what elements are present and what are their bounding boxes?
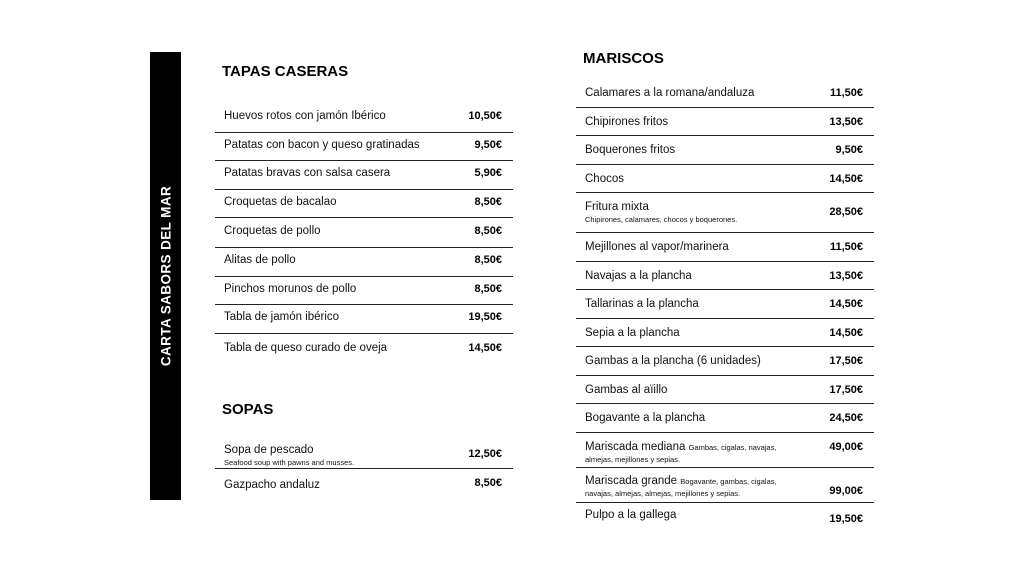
item-name: Gambas al aïillo <box>585 383 668 396</box>
item-price: 9,50€ <box>474 138 502 151</box>
menu-item-sopa-pescado <box>215 438 513 469</box>
menu-item-patatas-bravas <box>215 161 513 190</box>
item-name: Tabla de queso curado de oveja <box>224 341 388 354</box>
item-name: Chipirones fritos <box>585 115 669 128</box>
item-name: Pulpo a la gallega <box>585 508 677 521</box>
item-name: Tallarinas a la plancha <box>585 298 699 310</box>
mariscos-list <box>576 79 874 533</box>
item-price: 10,50€ <box>468 110 502 122</box>
item-price: 28,50€ <box>829 206 863 218</box>
menu-item-fritura-mixta <box>576 193 874 233</box>
item-name: Boquerones fritos <box>585 144 676 156</box>
item-description: Chipirones, calamares, chocos y boquerones. <box>585 215 738 224</box>
item-name: Huevos rotos con jamón Ibérico <box>224 110 386 122</box>
item-name: Pinchos morunos de pollo <box>224 282 357 295</box>
item-name: Fritura mixta <box>585 201 649 213</box>
menu-item-patatas-bacon <box>215 133 513 162</box>
item-price: 19,50€ <box>829 512 863 525</box>
item-name-line <box>585 441 777 453</box>
item-description: Seafood soup with pawns and musses. <box>224 458 355 467</box>
item-price: 8,50€ <box>474 477 502 489</box>
menu-item-tallarinas <box>576 290 874 319</box>
item-name: Bogavante a la plancha <box>585 412 706 424</box>
menu-item-calamares <box>576 79 874 108</box>
menu-item-pulpo <box>576 503 874 533</box>
menu-title-sidebar <box>150 52 181 500</box>
item-price: 8,50€ <box>474 225 502 237</box>
item-price: 8,50€ <box>474 282 502 295</box>
menu-item-navajas <box>576 262 874 291</box>
item-name: Tabla de jamón ibérico <box>224 311 340 323</box>
item-name: Mariscada grande <box>585 474 678 487</box>
item-price: 9,50€ <box>835 144 863 156</box>
item-price: 49,00€ <box>829 440 863 453</box>
item-price: 17,50€ <box>829 355 863 367</box>
item-price: 5,90€ <box>474 167 502 179</box>
menu-item-tabla-queso <box>215 334 513 363</box>
item-name: Chocos <box>585 172 624 185</box>
menu-item-gazpacho <box>215 469 513 499</box>
item-description: navajas, almejas, almejas, mejillones y sepias. <box>585 488 741 498</box>
item-name: Croquetas de bacalao <box>224 195 337 208</box>
item-price: 14,50€ <box>829 326 863 339</box>
item-price: 14,50€ <box>829 298 863 310</box>
item-price: 13,50€ <box>829 115 863 128</box>
item-price: 17,50€ <box>829 383 863 396</box>
menu-item-gambas-plancha <box>576 347 874 376</box>
menu-item-mariscada-grande <box>576 468 874 503</box>
sopas-list <box>215 438 513 499</box>
item-name: Alitas de pollo <box>224 254 296 266</box>
menu-item-tabla-jamon <box>215 305 513 334</box>
menu-item-pinchos-morunos <box>215 277 513 306</box>
section-title-mariscos: MARISCOS <box>583 50 664 67</box>
menu-item-gambas-ajillo <box>576 376 874 405</box>
item-description: almejas, mejillones y sepias. <box>585 454 681 464</box>
menu-item-bogavante <box>576 404 874 433</box>
menu-item-croquetas-bacalao <box>215 190 513 219</box>
item-price: 13,50€ <box>829 269 863 282</box>
item-name: Mejillones al vapor/marinera <box>585 241 729 253</box>
item-name: Patatas con bacon y queso gratinadas <box>224 138 420 151</box>
item-price: 12,50€ <box>468 448 502 460</box>
item-name: Calamares a la romana/andaluza <box>585 87 755 99</box>
item-price: 11,50€ <box>829 241 863 253</box>
section-title-tapas: TAPAS CASERAS <box>222 63 349 80</box>
item-name: Sepia a la plancha <box>585 326 680 339</box>
item-name: Gazpacho andaluz <box>224 479 320 491</box>
item-price: 11,50€ <box>829 87 863 99</box>
item-name: Mariscada mediana <box>585 440 686 453</box>
menu-item-mariscada-mediana <box>576 433 874 468</box>
section-title-sopas: SOPAS <box>222 401 274 418</box>
item-name: Patatas bravas con salsa casera <box>224 167 391 179</box>
item-price: 14,50€ <box>829 172 863 185</box>
item-price: 14,50€ <box>468 341 502 354</box>
item-name: Sopa de pescado <box>224 444 314 456</box>
item-price: 8,50€ <box>474 195 502 208</box>
menu-title: CARTA SABORS DEL MAR <box>158 185 173 367</box>
menu-item-huevos-rotos <box>215 104 513 133</box>
menu-item-mejillones <box>576 233 874 262</box>
item-name-line <box>585 475 777 487</box>
menu-item-sepia <box>576 319 874 348</box>
menu-item-alitas-pollo <box>215 248 513 277</box>
menu-item-boquerones <box>576 136 874 165</box>
item-name: Navajas a la plancha <box>585 269 692 282</box>
item-price: 24,50€ <box>829 412 863 424</box>
item-price: 8,50€ <box>474 254 502 266</box>
item-name: Gambas a la plancha (6 unidades) <box>585 355 761 367</box>
menu-item-chipirones <box>576 108 874 137</box>
item-description-inline: Gambas, cigalas, navajas, <box>688 442 777 452</box>
menu-item-chocos <box>576 165 874 194</box>
item-price: 19,50€ <box>468 311 502 323</box>
item-price: 99,00€ <box>829 484 863 497</box>
item-name: Croquetas de pollo <box>224 225 321 237</box>
menu-item-croquetas-pollo <box>215 218 513 248</box>
item-description-inline: Bogavante, gambas, cigalas, <box>680 476 777 486</box>
tapas-list <box>215 104 513 362</box>
